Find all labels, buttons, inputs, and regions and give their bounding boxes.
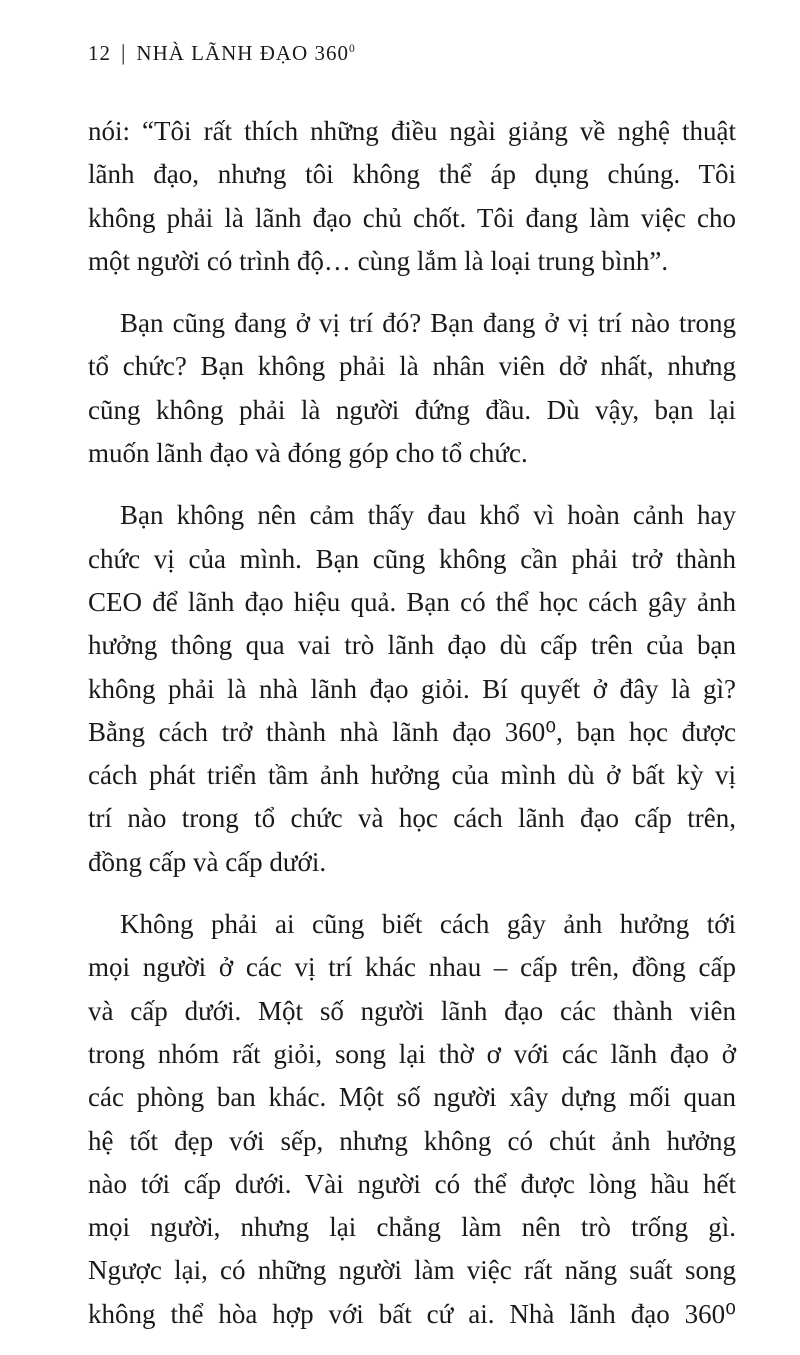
text-line: các phòng ban khác. Một số người xây dựng mối quan <box>88 1082 736 1113</box>
text-line: muốn lãnh đạo và đóng góp cho tổ chức. <box>88 438 528 469</box>
running-title: NHÀ LÃNH ĐẠO $360^0$ <box>136 41 356 65</box>
text-line: nào tới cấp dưới. Vài người có thể được lòng hầu hết <box>88 1168 736 1199</box>
text-line: chức vị của mình. Bạn cũng không cần phải trở thành <box>88 543 736 574</box>
text-line: Bằng cách trở thành nhà lãnh đạo 360⁰, bạn học được <box>88 716 736 747</box>
text-line: mọi người, nhưng lại chẳng làm nên trò trống gì. <box>88 1212 736 1243</box>
text-line: CEO để lãnh đạo hiệu quả. Bạn có thể học cách gây ảnh <box>88 586 736 617</box>
text-line: Ngược lại, có những người làm việc rất năng suất song <box>88 1255 736 1286</box>
text-line: một người có trình độ… cùng lắm là loại trung bình”. <box>88 245 669 276</box>
text-line: và cấp dưới. Một số người lãnh đạo các thành viên <box>88 995 736 1026</box>
text-line: không phải là lãnh đạo chủ chốt. Tôi đang làm việc cho <box>88 202 736 233</box>
text-line: nói: “Tôi rất thích những điều ngài giảng về nghệ thuật <box>88 116 736 146</box>
text-line: Bạn không nên cảm thấy đau khổ vì hoàn cảnh hay <box>120 500 736 531</box>
running-header <box>88 40 356 66</box>
body-text <box>88 110 736 1355</box>
paragraph-1 <box>88 110 736 283</box>
text-line: mọi người ở các vị trí khác nhau – cấp trên, đồng cấp <box>88 952 736 983</box>
text-line: trí nào trong tổ chức và học cách lãnh đạo cấp trên, <box>88 803 736 834</box>
text-line: cách phát triển tầm ảnh hưởng của mình dù ở bất kỳ vị <box>88 760 736 791</box>
text-line: Bạn cũng đang ở vị trí đó? Bạn đang ở vị trí nào trong <box>120 308 736 339</box>
text-line: đồng cấp và cấp dưới. <box>88 846 327 877</box>
text-line: trong nhóm rất giỏi, song lại thờ ơ với các lãnh đạo ở <box>88 1038 736 1069</box>
text-line: lãnh đạo, nhưng tôi không thể áp dụng chúng. Tôi <box>88 159 736 190</box>
text-line: hệ tốt đẹp với sếp, nhưng không có chút ảnh hưởng <box>88 1125 736 1156</box>
text-line: hưởng thông qua vai trò lãnh đạo dù cấp trên của bạn <box>88 630 736 661</box>
text-line: tổ chức? Bạn không phải là nhân viên dở nhất, nhưng <box>88 351 736 382</box>
text-line: Không phải ai cũng biết cách gây ảnh hưởng tới <box>120 909 736 940</box>
paragraph-2 <box>88 302 736 475</box>
paragraph-3 <box>88 494 736 884</box>
header-separator: | <box>121 40 127 65</box>
text-line: không phải là nhà lãnh đạo giỏi. Bí quyết ở đây là gì? <box>88 673 736 704</box>
page-number: 12 <box>88 41 111 65</box>
paragraph-4 <box>88 903 736 1336</box>
text-line: không thể hòa hợp với bất cứ ai. Nhà lãnh đạo 360⁰ <box>88 1298 736 1329</box>
text-line: cũng không phải là người đứng đầu. Dù vậy, bạn lại <box>88 394 736 425</box>
